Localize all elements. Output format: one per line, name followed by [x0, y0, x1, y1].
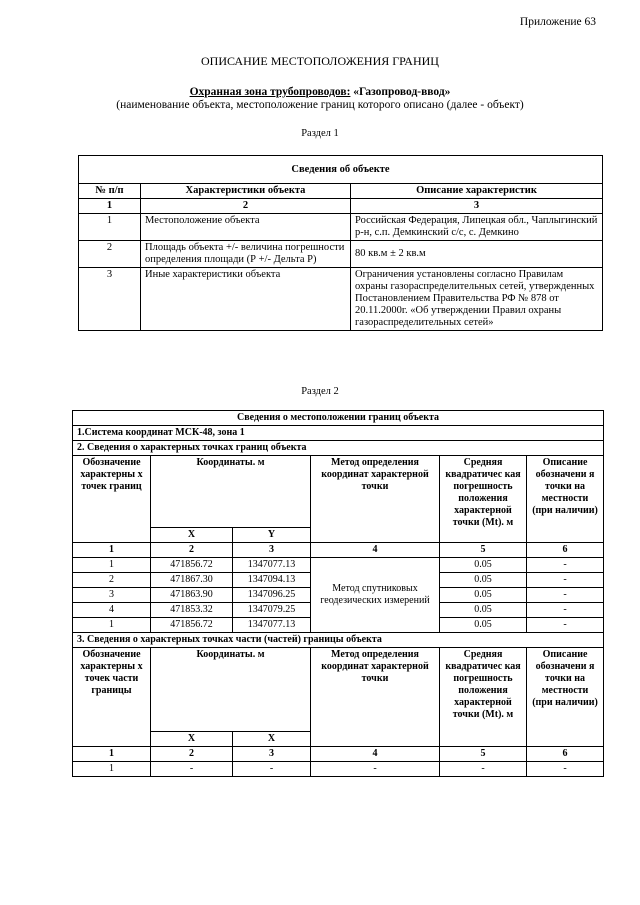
row-desc: 80 кв.м ± 2 кв.м — [351, 241, 603, 268]
col-number: 6 — [527, 543, 604, 558]
table-row — [79, 214, 603, 241]
header-y: Y — [233, 528, 311, 543]
point-y: 1347077.13 — [233, 558, 311, 573]
zone-label: Охранная зона трубопроводов: — [189, 86, 351, 98]
row-num: 1 — [79, 214, 141, 241]
table-row — [79, 241, 603, 268]
header3-point-desc: Описание обозначени я точки на местности (при наличии) — [527, 648, 604, 747]
header-coords: Координаты. м — [151, 456, 311, 528]
col-number: 1 — [79, 199, 141, 214]
col-number: 5 — [440, 747, 527, 762]
point-mt: 0.05 — [440, 558, 527, 573]
header-error: Средняя квадратичес кая погрешность положения характерной точки (Mt). м — [440, 456, 527, 543]
point-x: 471863.90 — [151, 588, 233, 603]
zone-note: (наименование объекта, местоположение границ которого описано (далее - объект) — [116, 99, 524, 111]
point-mt: 0.05 — [440, 573, 527, 588]
row-char: Иные характеристики объекта — [141, 268, 351, 331]
header3-error: Средняя квадратичес кая погрешность положения характерной точки (Mt). м — [440, 648, 527, 747]
table-row — [73, 558, 604, 573]
col-number: 2 — [151, 747, 233, 762]
row-char: Местоположение объекта — [141, 214, 351, 241]
point-id: 1 — [73, 618, 151, 633]
part-cell: - — [440, 762, 527, 777]
row-num: 2 — [79, 241, 141, 268]
point-id: 3 — [73, 588, 151, 603]
boundary-table-title: Сведения о местоположении границ объекта — [73, 411, 604, 426]
point-desc: - — [527, 558, 604, 573]
point-y: 1347096.25 — [233, 588, 311, 603]
row-char: Площадь объекта +/- величина погрешности определения площади (Р +/- Дельта Р) — [141, 241, 351, 268]
point-mt: 0.05 — [440, 603, 527, 618]
object-table-title: Сведения об объекте — [79, 156, 603, 184]
point-desc: - — [527, 603, 604, 618]
point-desc: - — [527, 588, 604, 603]
zone-name: «Газопровод-ввод» — [353, 86, 451, 98]
point-desc: - — [527, 618, 604, 633]
boundary-table — [72, 410, 604, 777]
table-row — [79, 268, 603, 331]
col-number: 3 — [233, 543, 311, 558]
point-mt: 0.05 — [440, 588, 527, 603]
col-number: 4 — [311, 747, 440, 762]
col-number: 6 — [527, 747, 604, 762]
appendix-label: Приложение 63 — [519, 16, 596, 28]
header3-designation: Обозначение характерны х точек части границы — [73, 648, 151, 747]
section-1-label: Раздел 1 — [301, 128, 339, 139]
header-point-desc: Описание обозначени я точки на местности (при наличии) — [527, 456, 604, 543]
header3-coords: Координаты. м — [151, 648, 311, 732]
col-number: 5 — [440, 543, 527, 558]
point-x: 471867.30 — [151, 573, 233, 588]
row-desc: Российская Федерация, Липецкая обл., Чаплыгинский р-н, с.п. Демкинский с/с, с. Демкино — [351, 214, 603, 241]
col-number: 3 — [233, 747, 311, 762]
header3-method: Метод определения координат характерной точки — [311, 648, 440, 747]
point-y: 1347077.13 — [233, 618, 311, 633]
point-x: 471856.72 — [151, 618, 233, 633]
point-y: 1347079.25 — [233, 603, 311, 618]
header3-x2: X — [233, 732, 311, 747]
header-method: Метод определения координат характерной точки — [311, 456, 440, 543]
header-designation: Обозначение характерны х точек границ — [73, 456, 151, 543]
object-info-table — [78, 155, 603, 331]
zone-line — [0, 86, 640, 98]
header-x: X — [151, 528, 233, 543]
col-number: 2 — [141, 199, 351, 214]
header-num: № п/п — [79, 184, 141, 199]
row-desc: Ограничения установлены согласно Правилам охраны газораспределительных сетей, утвержденных Постановлением Правительства РФ № 878 от 20.11.2000г. «Об утверждении Правил охраны газораспределительных сетей» — [351, 268, 603, 331]
header-char: Характеристики объекта — [141, 184, 351, 199]
document-title: ОПИСАНИЕ МЕСТОПОЛОЖЕНИЯ ГРАНИЦ — [201, 54, 439, 68]
point-id: 4 — [73, 603, 151, 618]
point-id: 1 — [73, 558, 151, 573]
point-x: 471853.32 — [151, 603, 233, 618]
point-x: 471856.72 — [151, 558, 233, 573]
col-number: 1 — [73, 543, 151, 558]
method-value: Метод спутниковых геодезических измерений — [311, 558, 440, 633]
section-2-label: Раздел 2 — [301, 386, 339, 397]
part-cell: - — [233, 762, 311, 777]
subsection-2-title: 2. Сведения о характерных точках границ объекта — [73, 441, 604, 456]
col-number: 1 — [73, 747, 151, 762]
part-cell: - — [311, 762, 440, 777]
point-y: 1347094.13 — [233, 573, 311, 588]
point-id: 2 — [73, 573, 151, 588]
col-number: 2 — [151, 543, 233, 558]
header3-x1: X — [151, 732, 233, 747]
table-row — [73, 762, 604, 777]
point-desc: - — [527, 573, 604, 588]
col-number: 4 — [311, 543, 440, 558]
col-number: 3 — [351, 199, 603, 214]
part-cell: - — [151, 762, 233, 777]
row-num: 3 — [79, 268, 141, 331]
point-mt: 0.05 — [440, 618, 527, 633]
coordinate-system: 1.Система координат МСК-48, зона 1 — [73, 426, 604, 441]
header-desc: Описание характеристик — [351, 184, 603, 199]
part-cell: - — [527, 762, 604, 777]
subsection-3-title: 3. Сведения о характерных точках части (частей) границы объекта — [73, 633, 604, 648]
part-id: 1 — [73, 762, 151, 777]
